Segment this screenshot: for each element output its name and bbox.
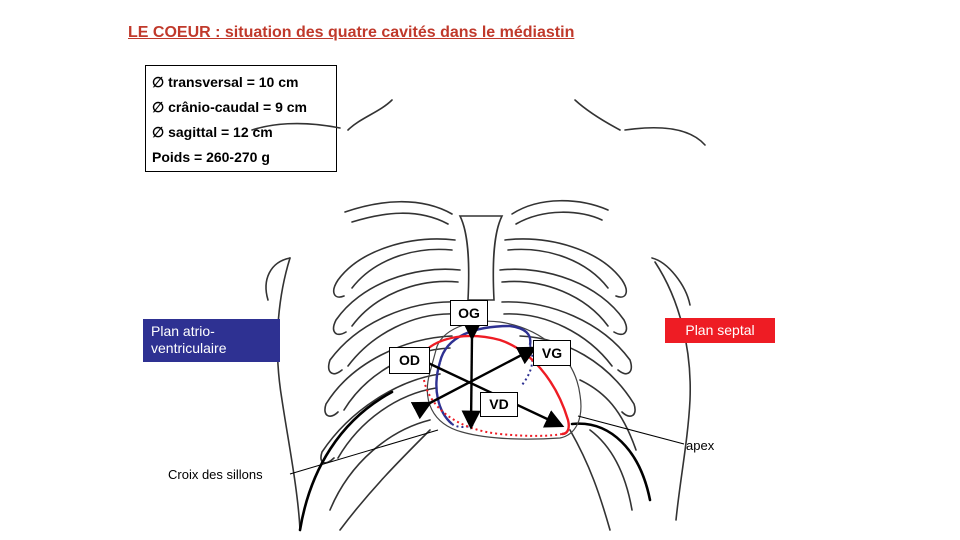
croix-des-sillons-label: Croix des sillons [168, 467, 263, 482]
cavity-od-label: OD [389, 347, 430, 374]
cavity-og-label: OG [450, 300, 488, 326]
clavicle-left-inner [352, 213, 448, 224]
neck-left [348, 100, 392, 130]
apex-label: apex [686, 438, 715, 453]
shoulder-right [625, 128, 705, 145]
sternum [460, 216, 502, 300]
clavicle-right-inner [516, 212, 602, 224]
dim-transversal: ∅ transversal = 10 cm [152, 74, 299, 90]
dim-cranio-caudal: ∅ crânio-caudal = 9 cm [152, 99, 307, 115]
dim-sagittal: ∅ sagittal = 12 cm [152, 124, 273, 140]
page-title: LE COEUR : situation des quatre cavités dans le médiastin [128, 24, 575, 41]
trunk-right-outline [655, 262, 690, 520]
shoulder-left [252, 124, 340, 130]
arm-left [266, 258, 290, 300]
dim-poids: Poids = 260-270 g [152, 149, 270, 165]
cavity-vg-label: VG [533, 340, 571, 366]
trunk-left-outline [277, 258, 300, 530]
plan-atrio-ventriculaire-label: Plan atrio-ventriculaire [143, 319, 280, 362]
cavity-vd-label: VD [480, 392, 518, 417]
plan-septal-label: Plan septal [665, 318, 775, 343]
leader-apex [578, 416, 684, 444]
clavicle-left [345, 202, 452, 214]
neck-right [575, 100, 620, 130]
rib-heavy-right [572, 424, 650, 500]
leader-croix [290, 430, 438, 474]
